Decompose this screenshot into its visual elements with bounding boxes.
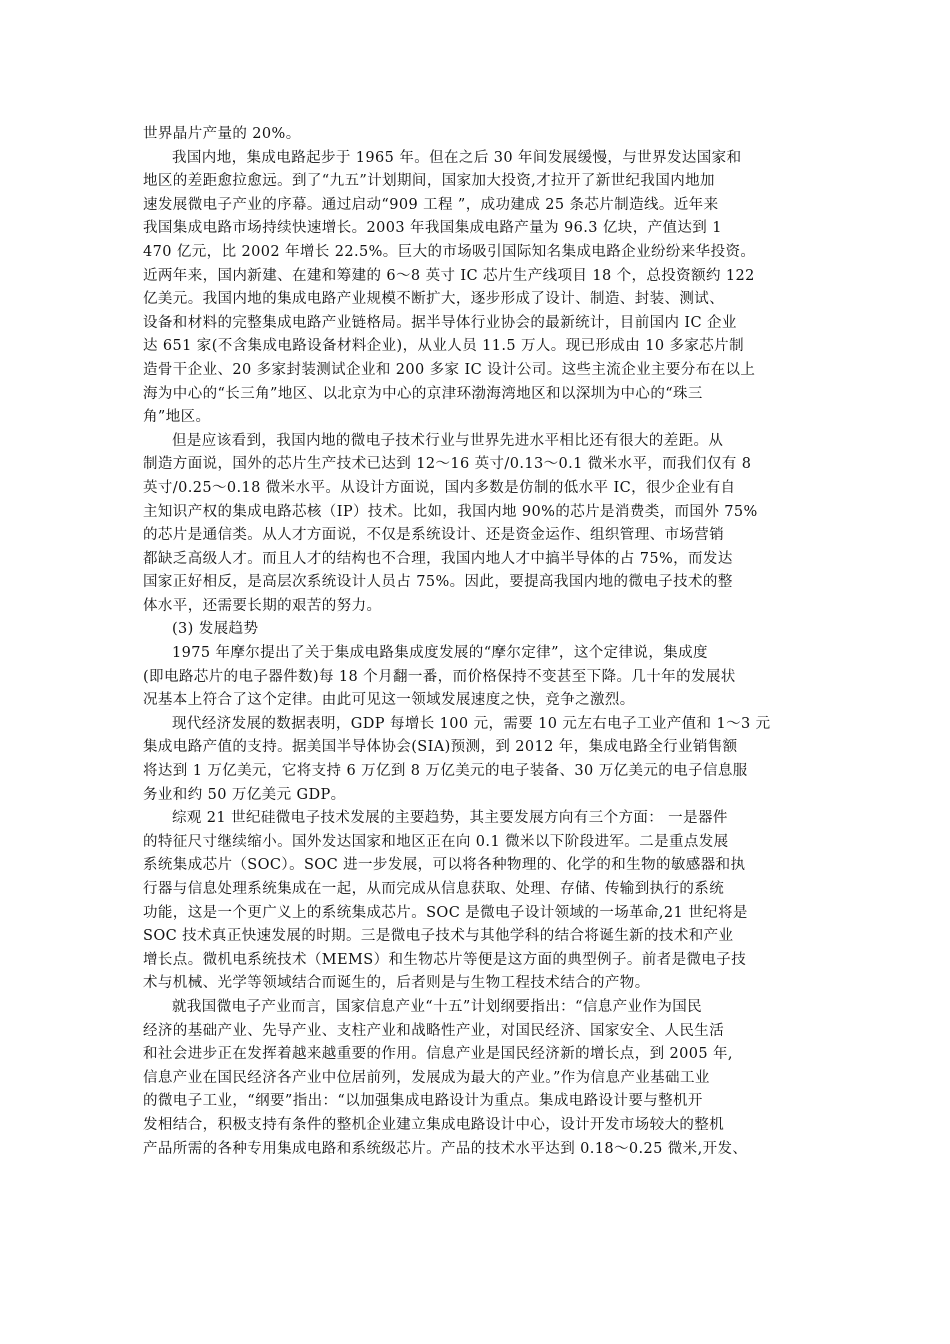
text-line: 功能，这是一个更广义上的系统集成芯片。SOC 是微电子设计领域的一场革命,21 世纪将是 bbox=[143, 904, 748, 921]
text-line: 的特征尺寸继续缩小。国外发达国家和地区正在向 0.1 微米以下阶段进军。二是重点发展 bbox=[143, 833, 729, 850]
text-line: 设备和材料的完整集成电路产业链格局。据半导体行业协会的最新统计，目前国内 IC 企业 bbox=[143, 314, 737, 331]
text-line: (即电路芯片的电子器件数)每 18 个月翻一番，而价格保持不变甚至下降。几十年的发展状 bbox=[143, 668, 736, 685]
section-heading: (3) 发展趋势 bbox=[172, 621, 259, 638]
text-line: 系统集成芯片（SOC）。SOC 进一步发展，可以将各种物理的、化学的和生物的敏感器和执 bbox=[143, 857, 746, 874]
text-line: 都缺乏高级人才。而且人才的结构也不合理，我国内地人才中搞半导体的占 75%，而发达 bbox=[143, 550, 733, 567]
text-line: 海为中心的“长三角”地区、以北京为中心的京津环渤海湾地区和以深圳为中心的“珠三 bbox=[143, 385, 703, 402]
text-line: 世界晶片产量的 20%。 bbox=[143, 126, 301, 142]
text-line: 国家正好相反，是高层次系统设计人员占 75%。因此，要提高我国内地的微电子技术的整 bbox=[143, 574, 733, 591]
text-line: 我国集成电路市场持续快速增长。2003 年我国集成电路产量为 96.3 亿块，产值达到 1 bbox=[143, 220, 722, 237]
text-line: 470 亿元，比 2002 年增长 22.5%。巨大的市场吸引国际知名集成电路企业纷纷来华投资。 bbox=[143, 243, 756, 260]
text-line: 增长点。微机电系统技术（MEMS）和生物芯片等便是这方面的典型例子。前者是微电子技 bbox=[143, 951, 747, 968]
text-line: 主知识产权的集成电路芯核（IP）技术。比如，我国内地 90%的芯片是消费类，而国外 75% bbox=[143, 503, 758, 520]
text-line: 速发展微电子产业的序幕。通过启动“909 工程 ”，成功建成 25 条芯片制造线。近年来 bbox=[143, 196, 719, 213]
paragraph-start-line: 综观 21 世纪硅微电子技术发展的主要趋势，其主要发展方向有三个方面： 一是器件 bbox=[172, 810, 728, 827]
paragraph-start-line: 就我国微电子产业而言，国家信息产业“十五”计划纲要指出：“信息产业作为国民 bbox=[172, 998, 703, 1015]
text-line: 达 651 家(不含集成电路设备材料企业)，从业人员 11.5 万人。现已形成由 10 多家芯片制 bbox=[143, 338, 744, 355]
text-line: 制造方面说，国外的芯片生产技术已达到 12～16 英寸/0.13～0.1 微米水平，而我们仅有 8 bbox=[143, 456, 752, 473]
text-line: 产品所需的各种专用集成电路和系统级芯片。产品的技术水平达到 0.18～0.25 微米,开发、 bbox=[143, 1140, 748, 1157]
text-line: 的芯片是通信类。从人才方面说，不仅是系统设计、还是资金运作、组织管理、市场营销 bbox=[143, 527, 725, 544]
text-line: 经济的基础产业、先导产业、支柱产业和战略性产业，对国民经济、国家安全、人民生活 bbox=[143, 1022, 725, 1039]
text-line: SOC 技术真正快速发展的时期。三是微电子技术与其他学科的结合将诞生新的技术和产业 bbox=[143, 928, 734, 945]
paragraph-start-line: 我国内地，集成电路起步于 1965 年。但在之后 30 年间发展缓慢，与世界发达国家和 bbox=[172, 149, 742, 166]
paragraph-start-line: 1975 年摩尔提出了关于集成电路集成度发展的“摩尔定律”，这个定律说，集成度 bbox=[172, 645, 708, 662]
text-line: 将达到 1 万亿美元，它将支持 6 万亿到 8 万亿美元的电子装备、30 万亿美元的电子信息服 bbox=[143, 763, 748, 780]
text-line: 地区的差距愈拉愈远。到了“九五”计划期间，国家加大投资,才拉开了新世纪我国内地加 bbox=[143, 173, 715, 190]
text-line: 务业和约 50 万亿美元 GDP。 bbox=[143, 786, 346, 803]
text-line: 发相结合，积极支持有条件的整机企业建立集成电路设计中心，设计开发市场较大的整机 bbox=[143, 1116, 725, 1133]
text-line: 体水平，还需要长期的艰苦的努力。 bbox=[143, 597, 382, 614]
text-line: 况基本上符合了这个定律。由此可见这一领域发展速度之快，竞争之激烈。 bbox=[143, 692, 635, 709]
text-line: 的微电子工业，“纲要”指出：“以加强集成电路设计为重点。集成电路设计要与整机开 bbox=[143, 1093, 703, 1110]
text-line: 行器与信息处理系统集成在一起，从而完成从信息获取、处理、存储、传输到执行的系统 bbox=[143, 881, 725, 897]
text-line: 亿美元。我国内地的集成电路产业规模不断扩大，逐步形成了设计、制造、封装、测试、 bbox=[143, 291, 725, 308]
paragraph-start-line: 现代经济发展的数据表明，GDP 每增长 100 元，需要 10 元左右电子工业产值和 1～3 元 bbox=[172, 715, 771, 732]
text-line: 和社会进步正在发挥着越来越重要的作用。信息产业是国民经济新的增长点，到 2005 年, bbox=[143, 1046, 733, 1063]
text-line: 集成电路产值的支持。据美国半导体协会(SIA)预测，到 2012 年，集成电路全行业销售额 bbox=[143, 739, 738, 756]
document-body bbox=[143, 123, 805, 1161]
text-line: 近两年来，国内新建、在建和筹建的 6～8 英寸 IC 芯片生产线项目 18 个，总投资额约 122 bbox=[143, 267, 755, 284]
text-line: 术与机械、光学等领域结合而诞生的，后者则是与生物工程技术结合的产物。 bbox=[143, 975, 650, 992]
text-line: 信息产业在国民经济各产业中位居前列，发展成为最大的产业。”作为信息产业基础工业 bbox=[143, 1069, 710, 1086]
text-line: 造骨干企业、20 多家封装测试企业和 200 多家 IC 设计公司。这些主流企业主要分布在以上 bbox=[143, 361, 756, 378]
paragraph-start-line: 但是应该看到，我国内地的微电子技术行业与世界先进水平相比还有很大的差距。从 bbox=[172, 432, 724, 449]
text-line: 角”地区。 bbox=[143, 409, 211, 426]
text-line: 英寸/0.25～0.18 微米水平。从设计方面说，国内多数是仿制的低水平 IC，很少企业有自 bbox=[143, 479, 736, 496]
